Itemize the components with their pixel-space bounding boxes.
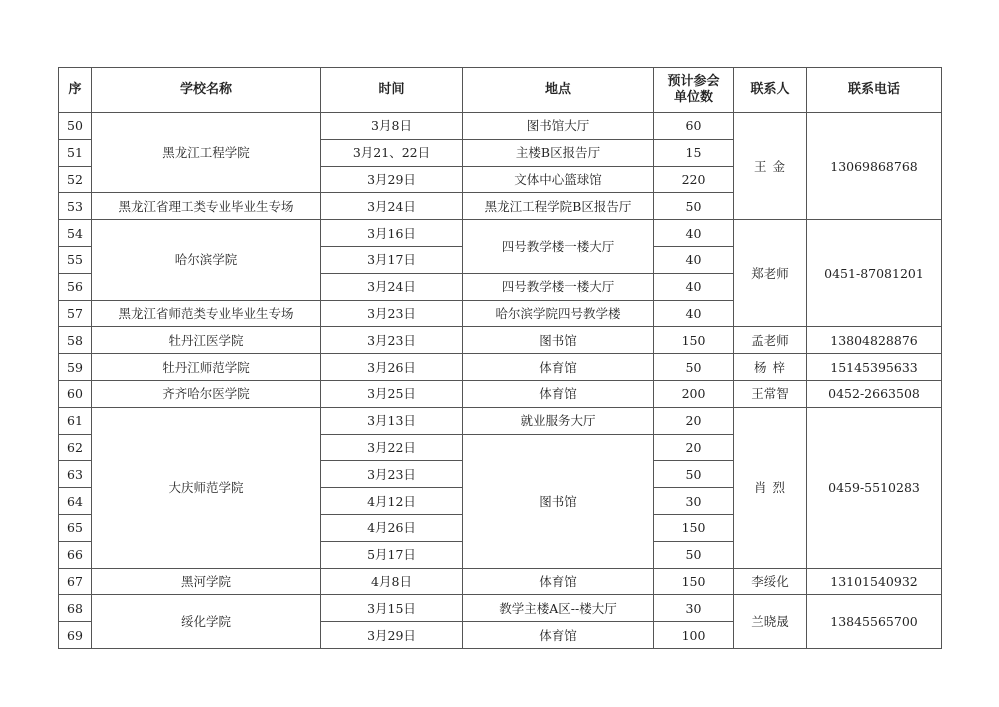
venue: 哈尔滨学院四号教学楼 bbox=[463, 300, 654, 327]
row-number: 58 bbox=[59, 327, 92, 354]
event-date: 3月29日 bbox=[321, 622, 463, 649]
contact-phone: 0452-2663508 bbox=[807, 380, 942, 407]
contact-phone: 13845565700 bbox=[807, 595, 942, 649]
school-name: 绥化学院 bbox=[92, 595, 321, 649]
row-number: 51 bbox=[59, 139, 92, 166]
venue: 教学主楼A区--楼大厅 bbox=[463, 595, 654, 622]
venue: 图书馆大厅 bbox=[463, 113, 654, 140]
row-number: 69 bbox=[59, 622, 92, 649]
event-date: 4月12日 bbox=[321, 488, 463, 515]
header-count-line1: 预计参会 bbox=[667, 74, 720, 90]
row-number: 60 bbox=[59, 380, 92, 407]
contact-person: 兰晓晟 bbox=[734, 595, 807, 649]
expected-count: 50 bbox=[654, 193, 734, 220]
row-number: 62 bbox=[59, 434, 92, 461]
row-number: 65 bbox=[59, 514, 92, 541]
row-number: 61 bbox=[59, 407, 92, 434]
venue: 主楼B区报告厅 bbox=[463, 139, 654, 166]
expected-count: 50 bbox=[654, 541, 734, 568]
table-row bbox=[59, 380, 942, 407]
expected-count: 40 bbox=[654, 246, 734, 273]
expected-count: 60 bbox=[654, 113, 734, 140]
venue: 体育馆 bbox=[463, 568, 654, 595]
school-name: 牡丹江医学院 bbox=[92, 327, 321, 354]
table-row bbox=[59, 220, 942, 247]
header-contact: 联系人 bbox=[734, 68, 807, 113]
school-name: 牡丹江师范学院 bbox=[92, 354, 321, 381]
row-number: 55 bbox=[59, 246, 92, 273]
contact-phone: 15145395633 bbox=[807, 354, 942, 381]
school-name: 黑龙江省理工类专业毕业生专场 bbox=[92, 193, 321, 220]
school-name: 哈尔滨学院 bbox=[92, 220, 321, 300]
contact-person: 王常智 bbox=[734, 380, 807, 407]
event-date: 3月22日 bbox=[321, 434, 463, 461]
header-row bbox=[59, 68, 942, 113]
expected-count: 20 bbox=[654, 407, 734, 434]
venue: 就业服务大厅 bbox=[463, 407, 654, 434]
venue: 体育馆 bbox=[463, 622, 654, 649]
row-number: 64 bbox=[59, 488, 92, 515]
contact-phone: 13804828876 bbox=[807, 327, 942, 354]
venue: 体育馆 bbox=[463, 354, 654, 381]
header-seq: 序 bbox=[59, 68, 92, 113]
expected-count: 15 bbox=[654, 139, 734, 166]
expected-count: 200 bbox=[654, 380, 734, 407]
contact-phone: 0459-5510283 bbox=[807, 407, 942, 568]
header-count bbox=[654, 68, 734, 113]
header-phone: 联系电话 bbox=[807, 68, 942, 113]
event-date: 3月23日 bbox=[321, 300, 463, 327]
fair-schedule-table bbox=[58, 67, 942, 649]
row-number: 54 bbox=[59, 220, 92, 247]
row-number: 57 bbox=[59, 300, 92, 327]
table-row bbox=[59, 354, 942, 381]
event-date: 3月25日 bbox=[321, 380, 463, 407]
expected-count: 50 bbox=[654, 461, 734, 488]
event-date: 3月26日 bbox=[321, 354, 463, 381]
row-number: 53 bbox=[59, 193, 92, 220]
event-date: 3月15日 bbox=[321, 595, 463, 622]
expected-count: 150 bbox=[654, 514, 734, 541]
row-number: 50 bbox=[59, 113, 92, 140]
school-name: 齐齐哈尔医学院 bbox=[92, 380, 321, 407]
event-date: 3月23日 bbox=[321, 461, 463, 488]
header-count-line2: 单位数 bbox=[673, 90, 713, 105]
event-date: 3月24日 bbox=[321, 193, 463, 220]
event-date: 3月24日 bbox=[321, 273, 463, 300]
event-date: 4月8日 bbox=[321, 568, 463, 595]
expected-count: 30 bbox=[654, 595, 734, 622]
contact-person: 肖 烈 bbox=[734, 407, 807, 568]
school-name: 黑龙江工程学院 bbox=[92, 113, 321, 193]
venue: 图书馆 bbox=[463, 327, 654, 354]
table-row bbox=[59, 113, 942, 140]
expected-count: 150 bbox=[654, 568, 734, 595]
venue: 图书馆 bbox=[463, 434, 654, 568]
table-row bbox=[59, 595, 942, 622]
expected-count: 40 bbox=[654, 300, 734, 327]
event-date: 5月17日 bbox=[321, 541, 463, 568]
row-number: 68 bbox=[59, 595, 92, 622]
contact-person: 郑老师 bbox=[734, 220, 807, 327]
contact-phone: 13069868768 bbox=[807, 113, 942, 220]
expected-count: 40 bbox=[654, 273, 734, 300]
contact-phone: 13101540932 bbox=[807, 568, 942, 595]
expected-count: 40 bbox=[654, 220, 734, 247]
expected-count: 50 bbox=[654, 354, 734, 381]
school-name: 黑龙江省师范类专业毕业生专场 bbox=[92, 300, 321, 327]
row-number: 52 bbox=[59, 166, 92, 193]
school-name: 黑河学院 bbox=[92, 568, 321, 595]
contact-person: 孟老师 bbox=[734, 327, 807, 354]
event-date: 4月26日 bbox=[321, 514, 463, 541]
event-date: 3月16日 bbox=[321, 220, 463, 247]
event-date: 3月17日 bbox=[321, 246, 463, 273]
event-date: 3月8日 bbox=[321, 113, 463, 140]
table-row bbox=[59, 327, 942, 354]
expected-count: 30 bbox=[654, 488, 734, 515]
header-place: 地点 bbox=[463, 68, 654, 113]
table-row bbox=[59, 407, 942, 434]
expected-count: 150 bbox=[654, 327, 734, 354]
venue: 四号教学楼一楼大厅 bbox=[463, 273, 654, 300]
row-number: 66 bbox=[59, 541, 92, 568]
event-date: 3月23日 bbox=[321, 327, 463, 354]
contact-person: 杨 梓 bbox=[734, 354, 807, 381]
venue: 四号教学楼一楼大厅 bbox=[463, 220, 654, 274]
expected-count: 100 bbox=[654, 622, 734, 649]
header-school: 学校名称 bbox=[92, 68, 321, 113]
expected-count: 20 bbox=[654, 434, 734, 461]
event-date: 3月13日 bbox=[321, 407, 463, 434]
school-name: 大庆师范学院 bbox=[92, 407, 321, 568]
contact-person: 王 金 bbox=[734, 113, 807, 220]
contact-person: 李绥化 bbox=[734, 568, 807, 595]
table-row bbox=[59, 568, 942, 595]
event-date: 3月21、22日 bbox=[321, 139, 463, 166]
contact-phone: 0451-87081201 bbox=[807, 220, 942, 327]
row-number: 56 bbox=[59, 273, 92, 300]
venue: 黑龙江工程学院B区报告厅 bbox=[463, 193, 654, 220]
row-number: 63 bbox=[59, 461, 92, 488]
header-time: 时间 bbox=[321, 68, 463, 113]
venue: 文体中心篮球馆 bbox=[463, 166, 654, 193]
expected-count: 220 bbox=[654, 166, 734, 193]
venue: 体育馆 bbox=[463, 380, 654, 407]
row-number: 59 bbox=[59, 354, 92, 381]
row-number: 67 bbox=[59, 568, 92, 595]
event-date: 3月29日 bbox=[321, 166, 463, 193]
